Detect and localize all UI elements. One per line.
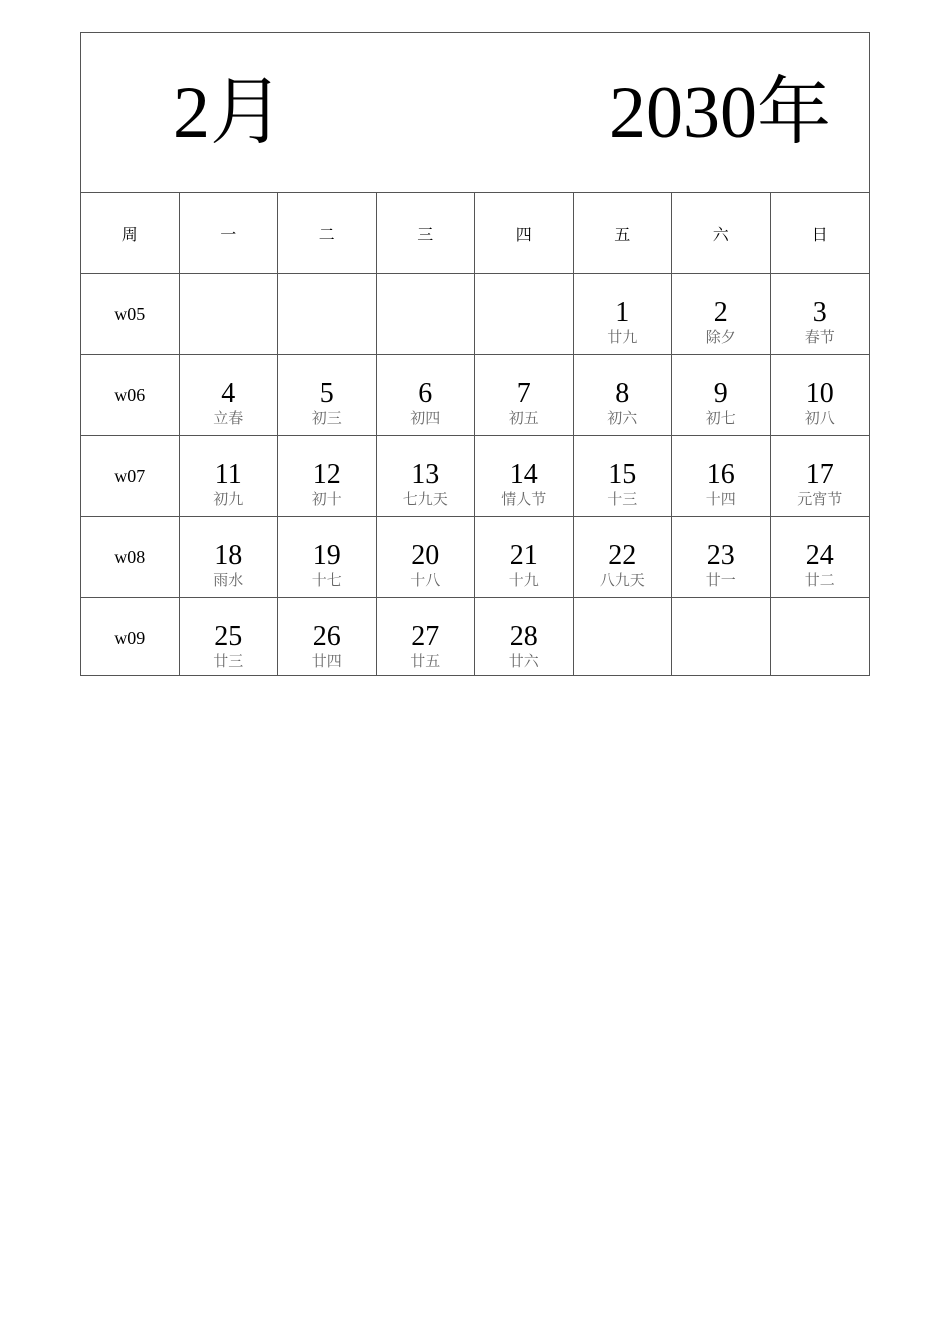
day-cell bbox=[180, 355, 279, 436]
week-number: w06 bbox=[81, 355, 180, 436]
day-number: 4 bbox=[221, 378, 236, 409]
weekday-header: 一 bbox=[180, 193, 279, 274]
day-number: 28 bbox=[509, 621, 538, 652]
day-number: 6 bbox=[418, 378, 433, 409]
day-cell bbox=[377, 598, 476, 675]
day-number: 20 bbox=[411, 540, 440, 571]
day-number: 3 bbox=[812, 297, 827, 328]
day-number: 13 bbox=[411, 459, 440, 490]
day-cell bbox=[475, 517, 574, 598]
day-cell bbox=[574, 274, 673, 355]
day-number: 5 bbox=[319, 378, 334, 409]
lunar-date: 初七 bbox=[705, 409, 736, 427]
day-cell bbox=[278, 355, 377, 436]
day-cell bbox=[771, 436, 870, 517]
day-cell bbox=[278, 274, 377, 355]
day-number: 23 bbox=[706, 540, 735, 571]
weekday-header: 六 bbox=[672, 193, 771, 274]
lunar-date: 初九 bbox=[213, 490, 244, 508]
day-number: 8 bbox=[615, 378, 630, 409]
lunar-date: 十四 bbox=[705, 490, 736, 508]
lunar-date: 元宵节 bbox=[797, 490, 843, 508]
calendar-grid bbox=[81, 193, 869, 675]
week-number: w08 bbox=[81, 517, 180, 598]
lunar-date: 十九 bbox=[508, 571, 539, 589]
month-title: 2月 bbox=[173, 72, 284, 154]
day-cell bbox=[672, 274, 771, 355]
day-number: 25 bbox=[214, 621, 243, 652]
lunar-date: 十八 bbox=[410, 571, 441, 589]
lunar-date: 初十 bbox=[311, 490, 342, 508]
day-number: 24 bbox=[805, 540, 834, 571]
lunar-date: 雨水 bbox=[213, 571, 244, 589]
weekday-header: 四 bbox=[475, 193, 574, 274]
day-cell bbox=[574, 436, 673, 517]
day-cell bbox=[180, 517, 279, 598]
day-cell bbox=[672, 598, 771, 675]
day-number: 22 bbox=[608, 540, 637, 571]
day-cell bbox=[278, 517, 377, 598]
day-number: 18 bbox=[214, 540, 243, 571]
day-number: 10 bbox=[805, 378, 834, 409]
lunar-date: 初四 bbox=[410, 409, 441, 427]
lunar-date: 廿二 bbox=[804, 571, 835, 589]
lunar-date: 廿三 bbox=[213, 652, 244, 670]
day-cell bbox=[574, 517, 673, 598]
day-number: 27 bbox=[411, 621, 440, 652]
week-number: w05 bbox=[81, 274, 180, 355]
lunar-date: 除夕 bbox=[705, 328, 736, 346]
week-number: w07 bbox=[81, 436, 180, 517]
day-cell bbox=[475, 274, 574, 355]
day-cell bbox=[771, 598, 870, 675]
lunar-date: 廿九 bbox=[607, 328, 638, 346]
day-number: 15 bbox=[608, 459, 637, 490]
day-cell bbox=[377, 355, 476, 436]
day-cell bbox=[771, 355, 870, 436]
lunar-date: 十七 bbox=[311, 571, 342, 589]
day-number: 2 bbox=[713, 297, 728, 328]
day-number: 14 bbox=[509, 459, 538, 490]
day-cell bbox=[377, 517, 476, 598]
day-cell bbox=[180, 274, 279, 355]
lunar-date: 情人节 bbox=[501, 490, 547, 508]
day-cell bbox=[475, 598, 574, 675]
lunar-date: 初六 bbox=[607, 409, 638, 427]
lunar-date: 七九天 bbox=[402, 490, 448, 508]
day-number: 16 bbox=[706, 459, 735, 490]
day-number: 17 bbox=[805, 459, 834, 490]
day-number: 21 bbox=[509, 540, 538, 571]
day-number: 11 bbox=[214, 459, 242, 490]
lunar-date: 初八 bbox=[804, 409, 835, 427]
weekday-header: 日 bbox=[771, 193, 870, 274]
day-cell bbox=[180, 598, 279, 675]
day-cell bbox=[475, 355, 574, 436]
lunar-date: 廿六 bbox=[508, 652, 539, 670]
lunar-date: 初三 bbox=[311, 409, 342, 427]
week-number: w09 bbox=[81, 598, 180, 675]
weekday-header: 二 bbox=[278, 193, 377, 274]
lunar-date: 初五 bbox=[508, 409, 539, 427]
lunar-date: 廿四 bbox=[311, 652, 342, 670]
day-cell bbox=[377, 274, 476, 355]
day-cell bbox=[180, 436, 279, 517]
day-cell bbox=[672, 436, 771, 517]
day-cell bbox=[771, 274, 870, 355]
day-cell bbox=[475, 436, 574, 517]
weekday-header: 周 bbox=[81, 193, 180, 274]
weekday-header: 五 bbox=[574, 193, 673, 274]
day-cell bbox=[278, 598, 377, 675]
day-number: 9 bbox=[713, 378, 728, 409]
day-cell bbox=[574, 355, 673, 436]
lunar-date: 春节 bbox=[804, 328, 835, 346]
lunar-date: 立春 bbox=[213, 409, 244, 427]
day-number: 12 bbox=[312, 459, 341, 490]
lunar-date: 廿一 bbox=[705, 571, 736, 589]
day-cell bbox=[771, 517, 870, 598]
day-cell bbox=[377, 436, 476, 517]
lunar-date: 十三 bbox=[607, 490, 638, 508]
year-title: 2030年 bbox=[609, 72, 831, 154]
day-cell bbox=[574, 598, 673, 675]
day-cell bbox=[672, 355, 771, 436]
day-number: 1 bbox=[615, 297, 630, 328]
day-number: 26 bbox=[312, 621, 341, 652]
lunar-date: 廿五 bbox=[410, 652, 441, 670]
calendar-title-row bbox=[81, 33, 869, 193]
day-number: 19 bbox=[312, 540, 341, 571]
day-cell bbox=[278, 436, 377, 517]
day-number: 7 bbox=[516, 378, 531, 409]
day-cell bbox=[672, 517, 771, 598]
calendar-table bbox=[80, 32, 870, 676]
lunar-date: 八九天 bbox=[599, 571, 645, 589]
weekday-header: 三 bbox=[377, 193, 476, 274]
